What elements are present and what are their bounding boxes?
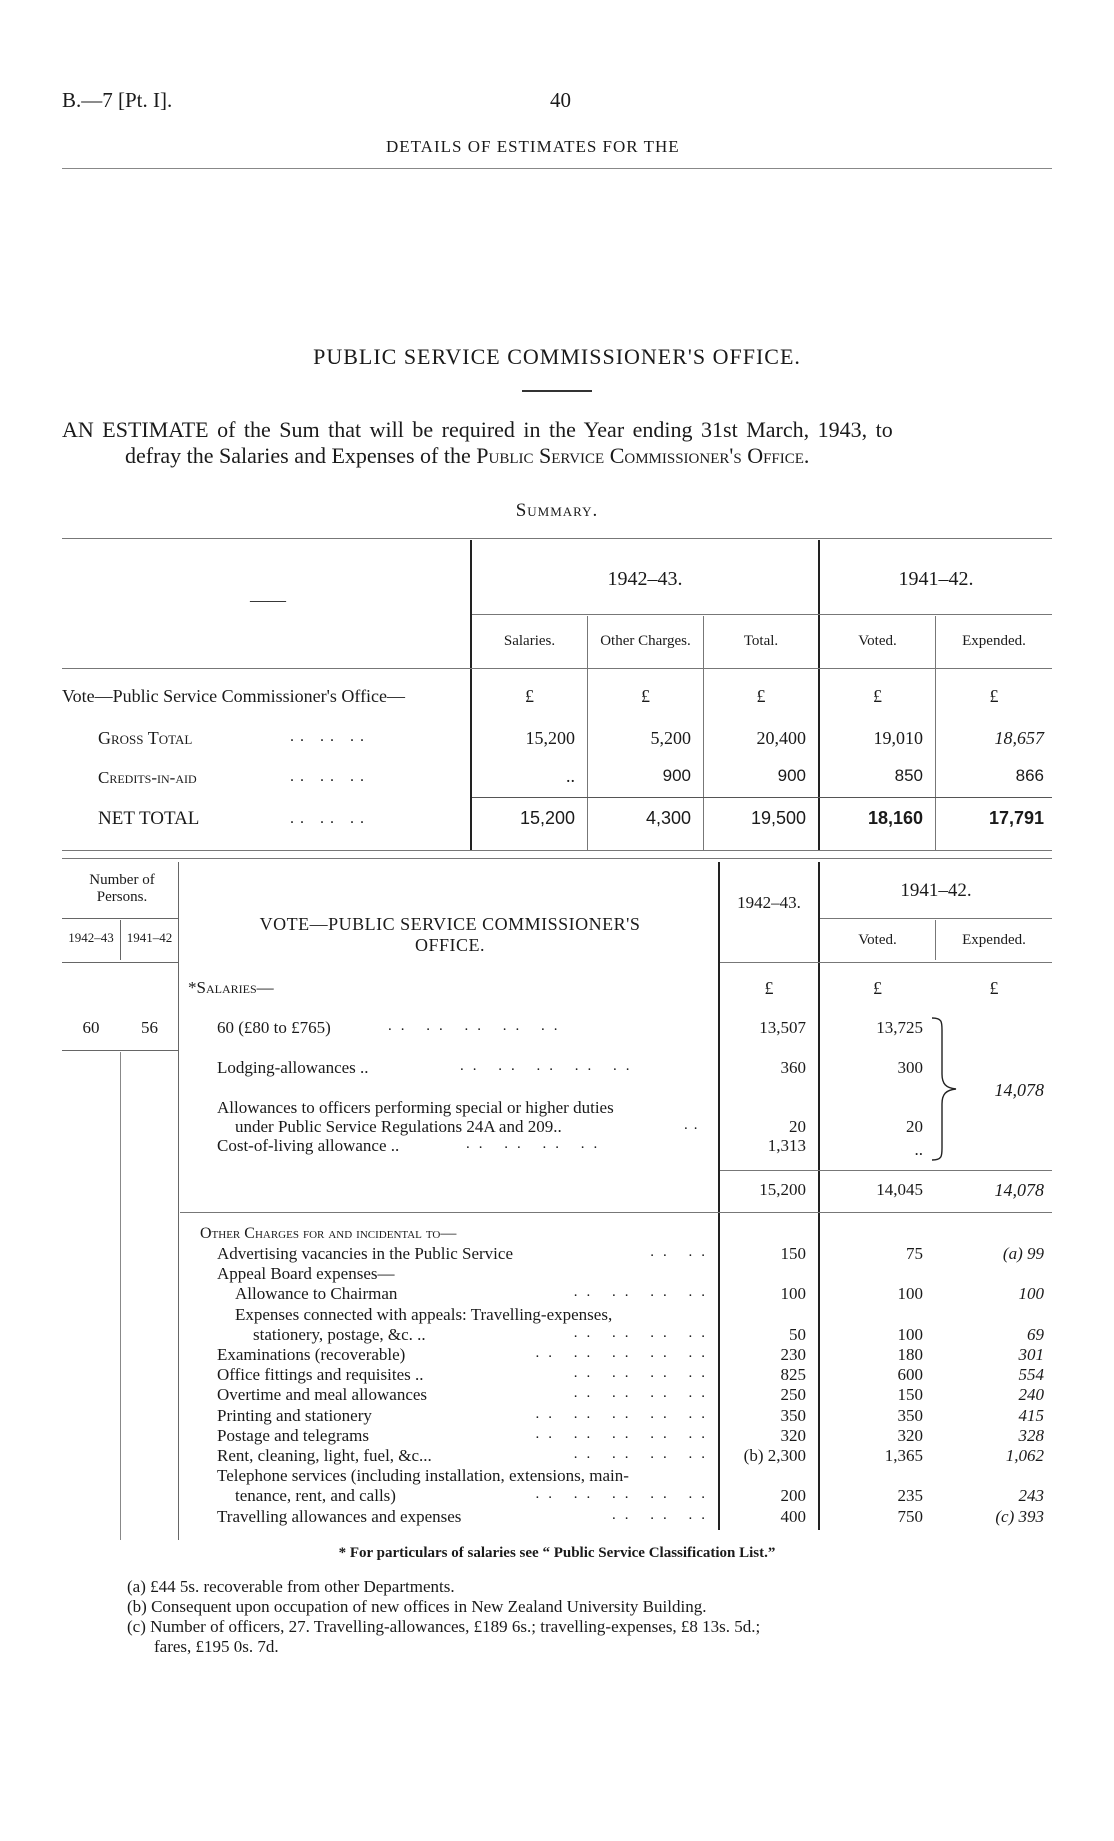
other-row-dots: .. .. .. .. (573, 1325, 714, 1341)
salary-row-voted: .. (914, 1140, 923, 1159)
salary-total-voted: 14,045 (876, 1180, 923, 1199)
salary-row-label: 60 (£80 to £765) (217, 1018, 331, 1037)
summary-row-dots: .. .. .. (290, 810, 370, 827)
summary-cell: 19,010 (873, 728, 923, 748)
salary-subtotal-rule (720, 1170, 1052, 1171)
other-row-current: 400 (780, 1507, 806, 1526)
other-row-label: Allowance to Chairman (235, 1284, 398, 1303)
detail-year-prior: 1941–42. (900, 880, 972, 901)
footnote-star: * For particulars of salaries see “ Public Service Classification List.” (338, 1545, 776, 1561)
summary-vote-label: Vote—Public Service Commissioner's Office— (62, 686, 406, 706)
salary-row-voted: 20 (906, 1117, 923, 1136)
summary-cell: .. (566, 766, 575, 786)
footnote-c: (c) Number of officers, 27. Travelling-allowances, £189 6s.; travelling-expenses, £8 13s. 5d.; (127, 1617, 761, 1636)
salary-row-label: Cost-of-living allowance .. (217, 1136, 400, 1155)
other-row-label: Appeal Board expenses— (217, 1264, 395, 1283)
intro-line-2-office: Public Service Commissioner's Office. (476, 443, 810, 468)
running-title: DETAILS OF ESTIMATES FOR THE (386, 137, 680, 156)
other-row-voted: 150 (897, 1385, 923, 1404)
other-row-label: Telephone services (including installation, extensions, main- (217, 1466, 629, 1485)
salary-row-voted: 300 (897, 1058, 923, 1077)
other-row-expended: 240 (1018, 1385, 1044, 1404)
summary-cell: 5,200 (650, 728, 691, 748)
other-row-expended: 1,062 (1005, 1446, 1044, 1465)
other-row-expended: 415 (1018, 1406, 1044, 1425)
other-row-voted: 75 (906, 1244, 923, 1263)
other-row-expended: 243 (1018, 1486, 1044, 1505)
salary-row-voted: 13,725 (876, 1018, 923, 1037)
summary-cell: 866 (1015, 766, 1044, 785)
summary-row-label: Gross Total (98, 728, 193, 748)
salary-row-current: 13,507 (759, 1018, 806, 1037)
persons-count-prior: 56 (141, 1018, 158, 1037)
detail-year-rule (820, 918, 1052, 919)
salaries-heading: *Salaries— (188, 978, 274, 997)
other-row-current: 200 (780, 1486, 806, 1505)
page-number: 40 (550, 88, 571, 112)
other-row-expended: 328 (1018, 1426, 1044, 1445)
summary-year-prior: 1941–42. (898, 568, 974, 590)
summary-year-current: 1942–43. (607, 568, 683, 590)
other-row-current: (b) 2,300 (743, 1446, 806, 1465)
other-row-label: Postage and telegrams (217, 1426, 370, 1445)
other-row-dots: .. .. .. .. (573, 1284, 714, 1300)
footnote-b: (b) Consequent upon occupation of new offices in New Zealand University Building. (127, 1597, 707, 1616)
detail-col-expended: Expended. (962, 932, 1026, 948)
other-row-voted: 1,365 (884, 1446, 923, 1465)
intro-line-2-prefix: defray the Salaries and Expenses of the (125, 443, 477, 468)
other-row-label: tenance, rent, and calls) (235, 1486, 396, 1505)
other-row-voted: 350 (897, 1406, 923, 1425)
summary-col-salaries: Salaries. (503, 633, 556, 649)
detail-vrule-persons-end (178, 862, 179, 1540)
other-row-dots: .. .. (650, 1244, 714, 1260)
other-row-dots: .. .. .. .. (573, 1365, 714, 1381)
other-row-dots: .. .. .. .. .. (535, 1426, 714, 1442)
summary-row-label: Credits-in-aid (98, 768, 197, 787)
summary-cell: 17,791 (988, 808, 1044, 828)
other-row-expended: 100 (1018, 1284, 1044, 1303)
detail-col-voted: Voted. (858, 932, 897, 948)
detail-year-current: 1942–43. (737, 893, 801, 912)
detail-currency: £ (989, 978, 999, 998)
office-title: PUBLIC SERVICE COMMISSIONER'S OFFICE. (313, 344, 801, 369)
summary-col-other: Other Charges. (600, 633, 691, 649)
other-row-dots: .. .. .. (612, 1507, 714, 1523)
salary-row-label: Allowances to officers performing special or higher duties (217, 1098, 614, 1117)
summary-net-rule (472, 797, 1052, 798)
other-row-dots: .. .. .. .. .. (535, 1406, 714, 1422)
summary-year-rule (472, 614, 1052, 615)
other-row-label: stationery, postage, &c. .. (253, 1325, 426, 1344)
summary-cell: 900 (662, 766, 691, 785)
other-row-voted: 180 (897, 1345, 923, 1364)
footnote-a: (a) £44 5s. recoverable from other Departments. (127, 1577, 455, 1596)
detail-header-rule (720, 962, 1052, 963)
persons-header: Number of Persons. (89, 872, 155, 905)
salary-row-current: 20 (789, 1117, 806, 1136)
summary-top-rule (62, 538, 1052, 539)
summary-col-expended: Expended. (962, 633, 1026, 649)
salary-row-current: 360 (780, 1058, 806, 1077)
other-row-current: 50 (789, 1325, 806, 1344)
other-charges-heading: Other Charges for and incidental to— (200, 1225, 457, 1242)
other-row-label: Expenses connected with appeals: Travelling-expenses, (235, 1305, 613, 1324)
persons-year-prior: 1941–42 (126, 930, 173, 945)
other-row-label: Advertising vacancies in the Public Service (217, 1244, 513, 1263)
summary-cell: 900 (777, 766, 806, 785)
other-row-voted: 320 (897, 1426, 923, 1445)
salary-total-current: 15,200 (759, 1180, 806, 1199)
summary-cell: 15,200 (519, 808, 575, 828)
right-brace-icon (930, 1016, 960, 1162)
summary-cell: 850 (894, 766, 923, 785)
intro-line-2 (125, 443, 809, 469)
persons-year-current: 1942–43 (68, 930, 114, 945)
salary-row-current: 1,313 (767, 1136, 806, 1155)
summary-cell: 20,400 (756, 728, 806, 748)
header-rule (62, 168, 1052, 169)
other-row-dots: .. .. .. .. .. (535, 1345, 714, 1361)
salary-row-dots: .. .. .. .. .. (388, 1018, 567, 1034)
other-row-current: 150 (780, 1244, 806, 1263)
detail-vrule-persons-mid-lower (120, 1052, 121, 1540)
intro-line-1: AN ESTIMATE of the Sum that will be required in the Year ending 31st March, 1943, to (62, 417, 893, 442)
detail-currency: £ (873, 978, 882, 998)
other-row-current: 230 (780, 1345, 806, 1364)
salary-row-dots: .. .. .. .. .. (460, 1058, 639, 1074)
detail-top-rule (62, 858, 1052, 859)
summary-currency: £ (873, 686, 882, 706)
other-row-voted: 750 (897, 1507, 923, 1526)
page-reference: B.—7 [Pt. I]. (62, 88, 173, 112)
summary-row-dots: .. .. .. (290, 768, 370, 785)
other-row-current: 100 (780, 1284, 806, 1303)
detail-currency: £ (764, 978, 774, 998)
persons-count-rule (62, 1050, 178, 1051)
other-row-expended: (a) 99 (1002, 1244, 1044, 1263)
other-row-label: Printing and stationery (217, 1406, 372, 1425)
summary-row-label: NET TOTAL (98, 808, 200, 829)
other-row-current: 350 (780, 1406, 806, 1425)
summary-cell: 18,160 (867, 808, 923, 828)
salary-row-label-cont: under Public Service Regulations 24A and 209.. (235, 1117, 562, 1136)
summary-heading: Summary. (515, 500, 599, 521)
summary-bottom-rule (62, 850, 1052, 851)
title-rule (522, 390, 592, 392)
other-row-expended: 301 (1018, 1345, 1044, 1364)
salary-row-dots: .. .. .. .. (466, 1136, 607, 1152)
other-row-voted: 235 (897, 1486, 923, 1505)
persons-count-current: 60 (82, 1018, 100, 1037)
summary-currency: £ (525, 686, 534, 706)
salary-brace-expended: 14,078 (994, 1080, 1044, 1100)
salary-row-label: Lodging-allowances .. (217, 1058, 369, 1077)
other-row-label: Examinations (recoverable) (217, 1345, 406, 1364)
salary-total-rule (180, 1212, 1052, 1213)
summary-cell: 4,300 (645, 808, 691, 828)
summary-cell: 18,657 (994, 728, 1044, 748)
persons-header-rule (62, 918, 178, 919)
summary-currency: £ (989, 686, 999, 706)
summary-row-dots: .. .. .. (290, 728, 370, 745)
other-row-current: 825 (780, 1365, 806, 1384)
other-row-dots: .. .. .. .. (573, 1385, 714, 1401)
other-row-label: Travelling allowances and expenses (217, 1507, 462, 1526)
footnote-c-cont: fares, £195 0s. 7d. (154, 1637, 279, 1656)
detail-vote-title: VOTE—PUBLIC SERVICE COMMISSIONER'S OFFICE. (259, 914, 641, 955)
summary-col-total: Total. (743, 633, 779, 649)
summary-cell: 15,200 (525, 728, 575, 748)
summary-currency: £ (756, 686, 766, 706)
salary-total-expended: 14,078 (994, 1180, 1044, 1200)
other-row-voted: 600 (897, 1365, 923, 1384)
other-row-current: 250 (780, 1385, 806, 1404)
other-row-expended: (c) 393 (995, 1507, 1044, 1526)
other-row-expended: 554 (1018, 1365, 1044, 1384)
persons-subheader-rule (62, 962, 178, 963)
summary-col-voted: Voted. (858, 633, 897, 649)
other-row-current: 320 (780, 1426, 806, 1445)
summary-dash: —— (250, 590, 286, 610)
summary-header-rule (62, 668, 1052, 669)
summary-currency: £ (641, 686, 650, 706)
summary-cell: 19,500 (750, 808, 806, 828)
salary-row-dots: .. (684, 1117, 704, 1133)
other-row-dots: .. .. .. .. .. (535, 1486, 714, 1502)
other-row-label: Rent, cleaning, light, fuel, &c... (217, 1446, 432, 1465)
other-row-label: Office fittings and requisites .. (217, 1365, 424, 1384)
other-row-dots: .. .. .. .. (573, 1446, 714, 1462)
other-row-voted: 100 (897, 1284, 923, 1303)
other-row-expended: 69 (1027, 1325, 1044, 1344)
other-row-voted: 100 (897, 1325, 923, 1344)
other-row-label: Overtime and meal allowances (217, 1385, 428, 1404)
